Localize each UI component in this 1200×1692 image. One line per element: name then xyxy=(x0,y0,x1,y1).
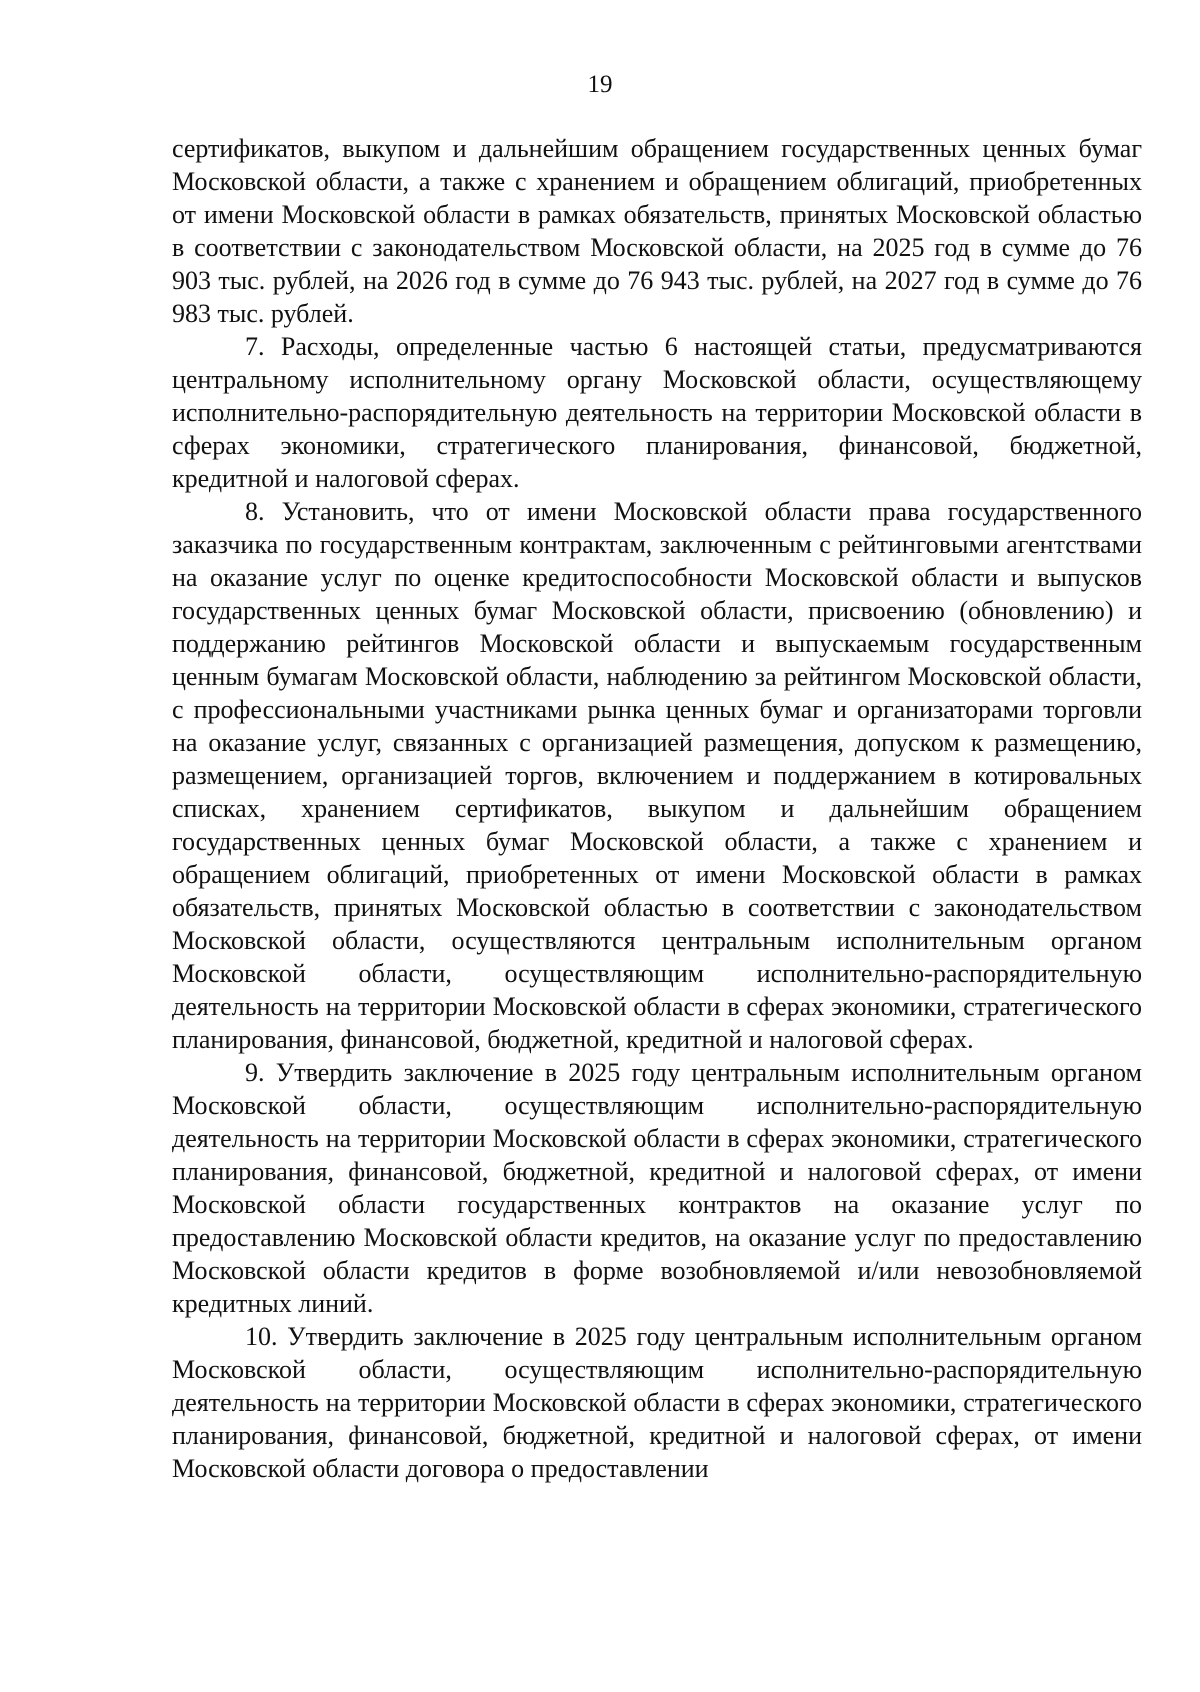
paragraph-10: 10. Утвердить заключение в 2025 году центральным исполнительным органом Московской области, осуществляющим исполнительно-распорядительную деятельность на территории Московской области в сферах экономики, стратегического планирования, финансовой, бюджетной, кредитной и налоговой сферах, от имени Московской области договора о предоставлении xyxy=(172,1322,1142,1483)
document-body xyxy=(172,132,1142,1485)
paragraph-9: 9. Утвердить заключение в 2025 году центральным исполнительным органом Московской области, осуществляющим исполнительно-распорядительную деятельность на территории Московской области в сферах экономики, стратегического планирования, финансовой, бюджетной, кредитной и налоговой сферах, от имени Московской области государственных контрактов на оказание услуг по предоставлению Московской области кредитов, на оказание услуг по предоставлению Московской области кредитов в форме возобновляемой и/или невозобновляемой кредитных линий. xyxy=(172,1058,1142,1318)
paragraph-8: 8. Установить, что от имени Московской области права государственного заказчика по государственным контрактам, заключенным с рейтинговыми агентствами на оказание услуг по оценке кредитоспособности Московской области и выпусков государственных ценных бумаг Московской области, присвоению (обновлению) и поддержанию рейтингов Московской области и выпускаемым государственным ценным бумагам Московской области, наблюдению за рейтингом Московской области, с профессиональными участниками рынка ценных бумаг и организаторами торговли на оказание услуг, связанных с организацией размещения, допуском к размещению, размещением, организацией торгов, включением и поддержанием в котировальных списках, хранением сертификатов, выкупом и дальнейшим обращением государственных ценных бумаг Московской области, а также с хранением и обращением облигаций, приобретенных от имени Московской области в рамках обязательств, принятых Московской областью в соответствии с законодательством Московской области, осуществляются центральным исполнительным органом Московской области, осуществляющим исполнительно-распорядительную деятельность на территории Московской области в сферах экономики, стратегического планирования, финансовой, бюджетной, кредитной и налоговой сферах. xyxy=(172,497,1142,1054)
paragraph-continuation: сертификатов, выкупом и дальнейшим обращением государственных ценных бумаг Московской области, а также с хранением и обращением облигаций, приобретенных от имени Московской области в рамках обязательств, принятых Московской областью в соответствии с законодательством Московской области, на 2025 год в сумме до 76 903 тыс. рублей, на 2026 год в сумме до 76 943 тыс. рублей, на 2027 год в сумме до 76 983 тыс. рублей. xyxy=(172,134,1142,328)
page-number: 19 xyxy=(587,71,613,98)
paragraph-7: 7. Расходы, определенные частью 6 настоящей статьи, предусматриваются центральному исполнительному органу Московской области, осуществляющему исполнительно-распорядительную деятельность на территории Московской области в сферах экономики, стратегического планирования, финансовой, бюджетной, кредитной и налоговой сферах. xyxy=(172,332,1142,493)
